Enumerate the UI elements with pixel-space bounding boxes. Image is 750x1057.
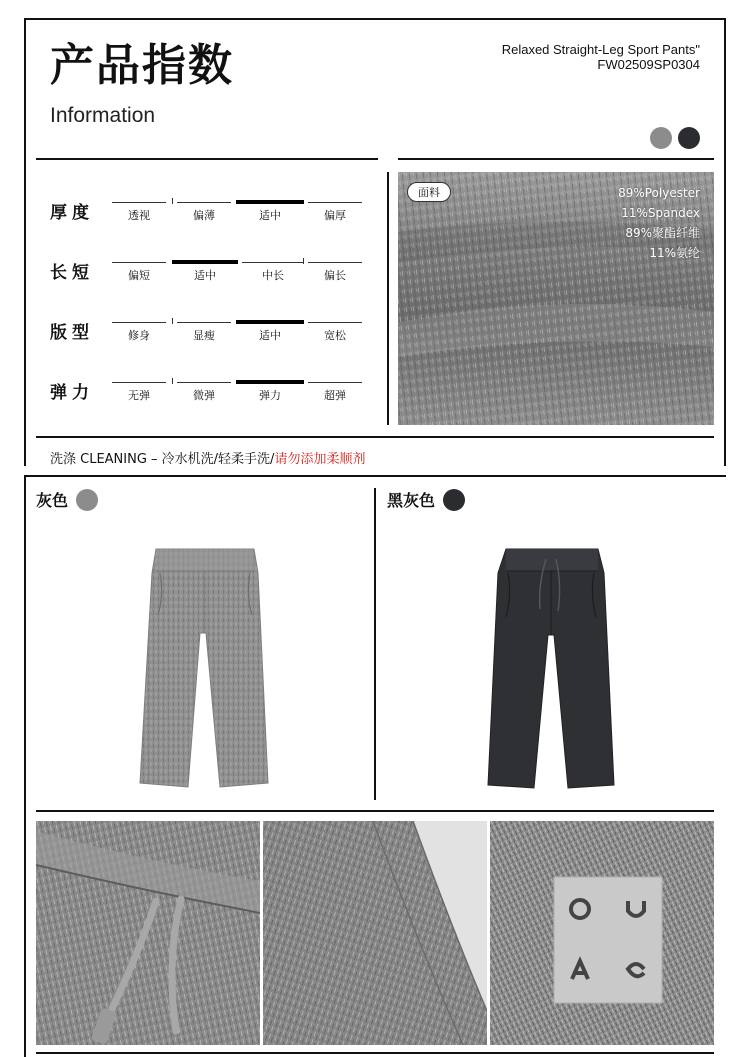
details-top-rule	[36, 810, 714, 812]
option-3-3: 超弹	[308, 380, 362, 404]
option-3-1: 微弹	[177, 380, 231, 404]
option-2-3: 宽松	[308, 320, 362, 344]
scale-tick	[172, 318, 173, 324]
option-2-0: 修身	[112, 320, 166, 344]
detail-photo-pocket	[263, 821, 487, 1045]
fabric-texture-photo	[398, 172, 714, 425]
option-2-1: 显瘦	[177, 320, 231, 344]
swatch-grey[interactable]	[650, 127, 672, 149]
metric-scale-thickness	[112, 200, 362, 224]
scale-tick	[172, 198, 173, 204]
variant-grey-label: 灰色	[36, 491, 69, 510]
frame-left-rule	[24, 18, 26, 466]
details-bottom-rule	[36, 1052, 714, 1054]
black-pants-image	[476, 545, 626, 795]
section-rule	[24, 475, 726, 477]
composition-line: 89%聚酯纤维	[625, 226, 700, 240]
metrics-fabric-divider	[387, 172, 389, 425]
variant-black-label: 黑灰色	[387, 491, 436, 510]
black-color-dot[interactable]	[443, 489, 465, 511]
composition-line: 11%氨纶	[649, 246, 700, 260]
option-1-3: 偏长	[308, 260, 362, 284]
option-0-3: 偏厚	[308, 200, 362, 224]
composition-line: 89%Polyester	[618, 186, 700, 200]
scale-tick	[303, 258, 304, 264]
product-info	[502, 42, 700, 72]
option-3-2: 弹力	[236, 380, 304, 404]
composition-line: 11%Spandex	[621, 206, 700, 220]
care-warning: 请勿添加柔顺剂	[274, 452, 366, 467]
grey-pants-image	[130, 545, 280, 795]
page-subtitle: Information	[50, 104, 156, 127]
product-code: FW02509SP0304	[597, 57, 700, 72]
fabric-composition	[618, 183, 700, 263]
scale-tick	[172, 378, 173, 384]
variants-divider	[374, 488, 376, 800]
metric-scale-length	[112, 260, 362, 284]
option-0-2: 适中	[236, 200, 304, 224]
detail-photo-label	[490, 821, 714, 1045]
grey-color-dot[interactable]	[76, 489, 98, 511]
variant-black-heading	[387, 488, 465, 511]
metric-scale-fit	[112, 320, 362, 344]
care-text: 洗涤 CLEANING – 冷水机洗/轻柔手洗/	[50, 452, 275, 467]
variants-left-rule	[24, 475, 26, 1057]
page-title: 产品指数	[50, 40, 234, 91]
header-divider-right	[398, 158, 714, 160]
frame-right-rule	[724, 18, 726, 466]
swatch-black[interactable]	[678, 127, 700, 149]
metric-label-length: 长短	[50, 263, 94, 283]
metric-label-fit: 版型	[50, 323, 94, 343]
product-name: Relaxed Straight-Leg Sport Pants"	[501, 42, 700, 57]
metric-label-thickness: 厚度	[50, 203, 94, 223]
detail-photo-waistband	[36, 821, 260, 1045]
option-3-0: 无弹	[112, 380, 166, 404]
option-1-1: 适中	[172, 260, 238, 284]
fabric-tag: 面料	[407, 182, 451, 202]
option-1-0: 偏短	[112, 260, 166, 284]
metric-label-stretch: 弹力	[50, 383, 94, 403]
care-top-rule	[36, 436, 714, 438]
care-instructions	[50, 448, 365, 467]
variant-grey-heading	[36, 488, 98, 511]
option-0-0: 透视	[112, 200, 166, 224]
metric-scale-stretch	[112, 380, 362, 404]
option-0-1: 偏薄	[177, 200, 231, 224]
frame-top-rule	[24, 18, 726, 20]
option-2-2: 适中	[236, 320, 304, 344]
header-divider-left	[36, 158, 378, 160]
option-1-2: 中长	[242, 260, 304, 284]
